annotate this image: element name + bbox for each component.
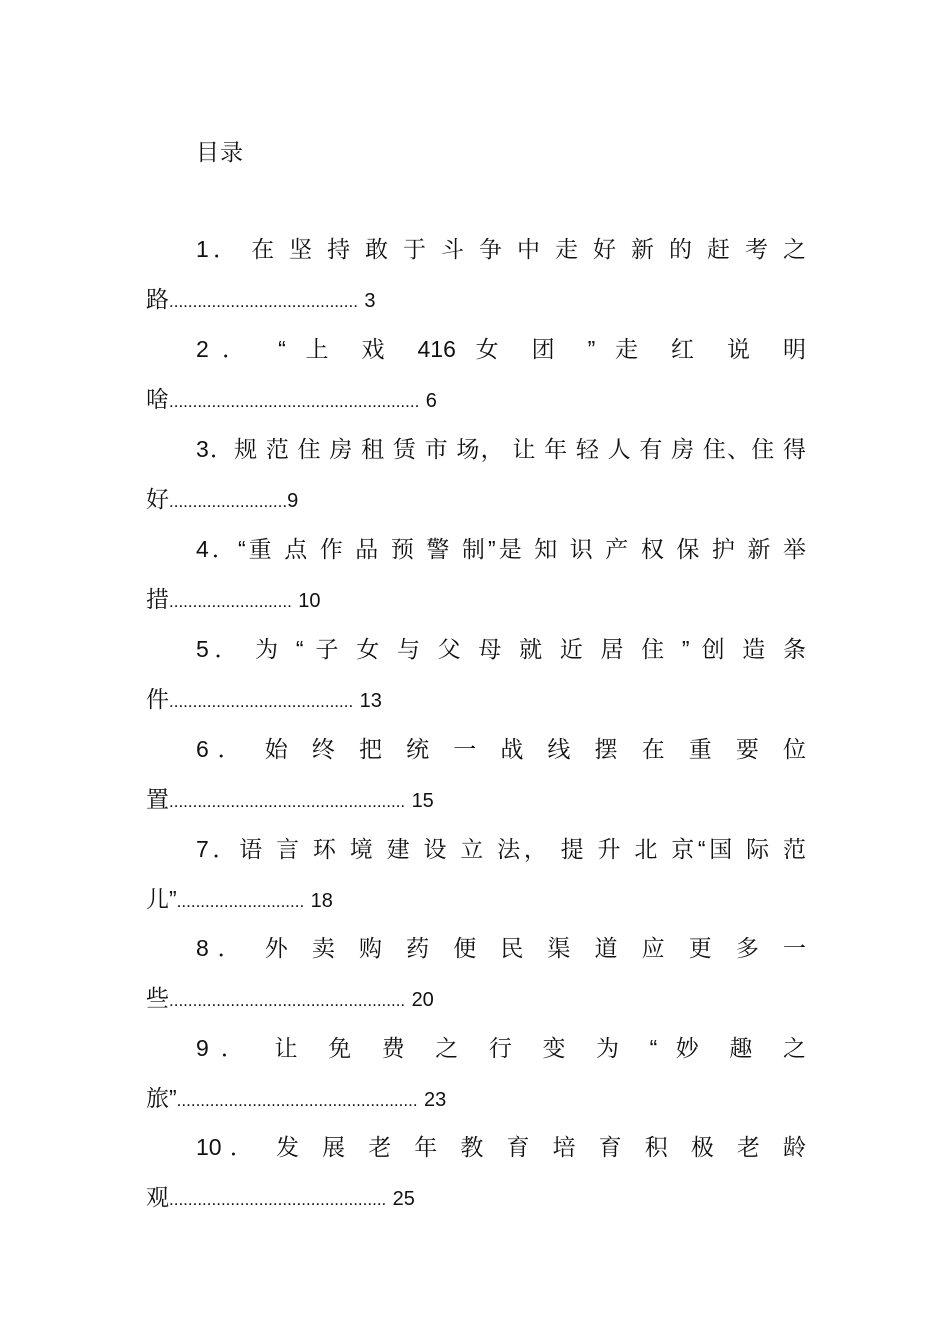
page-number: 10 xyxy=(298,590,321,612)
toc-entry-heading: 6． 始 终 把 统 一 战 线 摆 在 重 要 位 xyxy=(196,736,806,762)
toc-entry-continuation xyxy=(146,482,298,516)
page-number: 25 xyxy=(392,1188,415,1210)
toc-entry-heading: 7．语 言 环 境 建 设 立 法， 提 升 北 京“国 际 范 xyxy=(196,836,806,862)
toc-entry-continuation xyxy=(146,1081,446,1115)
page-number: 15 xyxy=(411,790,434,812)
page-number: 23 xyxy=(423,1089,447,1111)
dot-leader: .............................................. xyxy=(169,1190,387,1209)
dot-leader: ................................................... xyxy=(176,1091,418,1110)
page-number: 13 xyxy=(359,690,382,712)
toc-entry-tail: 观 xyxy=(146,1184,169,1210)
toc-entry-heading: 10． 发 展 老 年 教 育 培 育 积 极 老 龄 xyxy=(196,1134,806,1160)
dot-leader: .......................... xyxy=(169,592,292,611)
toc-entry-tail: 些 xyxy=(146,985,169,1011)
page-number: 18 xyxy=(310,890,333,912)
toc-entry-continuation xyxy=(146,282,375,316)
toc-entry-tail: 件 xyxy=(146,686,169,712)
page-number: 20 xyxy=(411,989,434,1011)
dot-leader: .................................................. xyxy=(169,792,406,811)
toc-entry-tail: 旅” xyxy=(146,1085,177,1111)
toc-entry-continuation xyxy=(146,882,333,916)
toc-entry-heading: 4．“重 点 作 品 预 警 制”是 知 识 产 权 保 护 新 举 xyxy=(196,536,806,562)
toc-entry-tail: 啥 xyxy=(146,386,169,412)
dot-leader: ....................................... xyxy=(169,692,354,711)
page-number: 6 xyxy=(425,390,437,412)
page-number: 3 xyxy=(364,290,376,312)
toc-entry-heading: 5． 为 “ 子 女 与 父 母 就 近 居 住 ” 创 造 条 xyxy=(196,636,806,662)
dot-leader: ..................................................... xyxy=(169,392,420,411)
toc-entry-tail: 措 xyxy=(146,586,169,612)
toc-entry-heading: 8． 外 卖 购 药 便 民 渠 道 应 更 多 一 xyxy=(196,935,806,961)
page-number: 9 xyxy=(287,490,299,512)
toc-entry-heading: 3．规 范 住 房 租 赁 市 场， 让 年 轻 人 有 房 住、住 得 xyxy=(196,436,806,462)
toc-entry-heading: 2． “ 上 戏 416 女 团 ” 走 红 说 明 xyxy=(196,336,806,362)
toc-entry-continuation xyxy=(146,1180,415,1214)
toc-entry-heading: 9． 让 免 费 之 行 变 为 “ 妙 趣 之 xyxy=(196,1035,806,1061)
toc-entry-continuation xyxy=(146,782,434,816)
toc-entry-continuation xyxy=(146,682,382,716)
toc-entry-tail: 儿” xyxy=(146,886,177,912)
dot-leader: .................................................. xyxy=(169,991,406,1010)
toc-title: 目录 xyxy=(196,139,244,165)
dot-leader: ........................................ xyxy=(169,292,358,311)
toc-entry-continuation xyxy=(146,382,437,416)
toc-entry-tail: 好 xyxy=(146,486,169,512)
toc-entry-heading: 1． 在 坚 持 敢 于 斗 争 中 走 好 新 的 赶 考 之 xyxy=(196,236,806,262)
dot-leader: ........................... xyxy=(176,892,305,911)
toc-entry-continuation xyxy=(146,582,320,616)
toc-entry-continuation xyxy=(146,981,434,1015)
dot-leader: ......................... xyxy=(169,492,288,511)
toc-entry-tail: 路 xyxy=(146,286,169,312)
toc-entry-tail: 置 xyxy=(146,786,169,812)
